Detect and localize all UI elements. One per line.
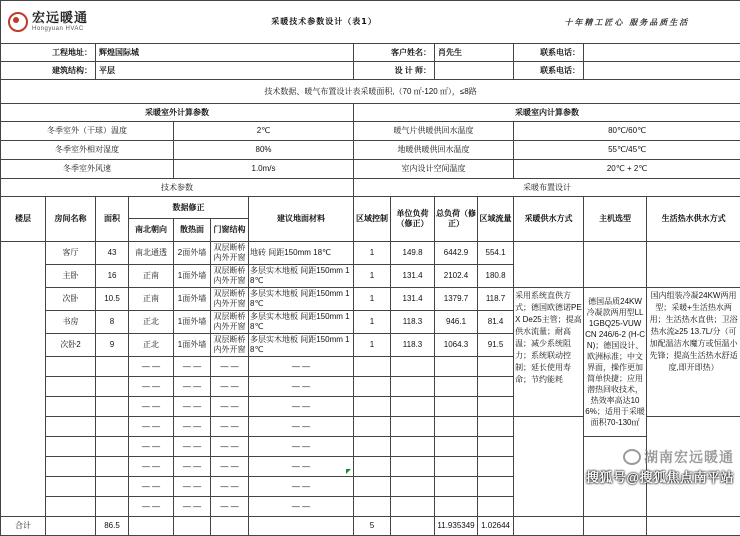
filler-dash: — — (249, 397, 354, 417)
tech-section: 技术参数 (1, 179, 354, 197)
filler-cell (478, 417, 514, 437)
filler-cell (46, 457, 96, 477)
page-title: 采暖技术参数设计（表1） (96, 1, 514, 44)
filler-dash: — — (249, 417, 354, 437)
room-name: 书房 (46, 311, 96, 334)
designer-value (435, 62, 514, 80)
col-window: 门窗结构 (211, 219, 249, 242)
filler-cell (96, 417, 129, 437)
indoor-label: 暖气片供暖供回水温度 (354, 122, 514, 141)
filler-dash: — — (211, 457, 249, 477)
designer-label: 设 计 师： (354, 62, 435, 80)
filler-dash: — — (129, 377, 174, 397)
filler-cell (354, 397, 391, 417)
customer-value: 肖先生 (435, 44, 514, 62)
filler-dash: — — (249, 497, 354, 517)
room-name: 客厅 (46, 242, 96, 265)
room-heat-face: 2面外墙 (174, 242, 211, 265)
col-flow: 区域流量 (478, 197, 514, 242)
phone2-value (584, 62, 740, 80)
room-area: 10.5 (96, 288, 129, 311)
structure-label: 建筑结构： (1, 62, 96, 80)
total-unit-load (391, 517, 435, 536)
filler-cell (46, 417, 96, 437)
filler-cell (435, 497, 478, 517)
watermark-line1: 湖南宏远暖通 (644, 447, 734, 467)
indoor-value: 55℃/45℃ (514, 141, 740, 160)
room-orientation: 南北通透 (129, 242, 174, 265)
col-supply: 采暖供水方式 (514, 197, 584, 242)
total-label: 合计 (1, 517, 46, 536)
room-orientation: 正南 (129, 288, 174, 311)
total-zone: 5 (354, 517, 391, 536)
room-flow: 91.5 (478, 334, 514, 357)
filler-cell (435, 377, 478, 397)
slogan: 十年精工匠心 服务品质生活 (514, 1, 740, 44)
room-material: 多层实木地板 间距150mm 18℃ (249, 288, 354, 311)
filler-dash: — — (211, 417, 249, 437)
room-total-load: 6442.9 (435, 242, 478, 265)
filler-cell (391, 457, 435, 477)
table-row (1, 242, 740, 265)
room-flow: 118.7 (478, 288, 514, 311)
filler-cell (478, 457, 514, 477)
total-blank (129, 517, 174, 536)
indoor-label: 地暖供暖供回水温度 (354, 141, 514, 160)
room-material: 地砖 间距150mm 18℃ (249, 242, 354, 265)
filler-cell (96, 377, 129, 397)
floor-cell (1, 242, 46, 517)
room-unit-load: 149.8 (391, 242, 435, 265)
address-label: 工程地址： (1, 44, 96, 62)
filler-dash: — — (174, 397, 211, 417)
outdoor-title: 采暖室外计算参数 (1, 104, 354, 122)
filler-cell (354, 377, 391, 397)
col-area: 面积 (96, 197, 129, 242)
filler-dash: — — (249, 357, 354, 377)
filler-cell (96, 497, 129, 517)
filler-dash: — — (211, 437, 249, 457)
room-total-load: 946.1 (435, 311, 478, 334)
filler-cell (391, 377, 435, 397)
filler-cell (478, 357, 514, 377)
filler-dash: — — (211, 477, 249, 497)
filler-dash: — — (129, 497, 174, 517)
room-name: 次卧2 (46, 334, 96, 357)
structure-value: 平层 (96, 62, 354, 80)
room-zone: 1 (354, 265, 391, 288)
indoor-title: 采暖室内计算参数 (354, 104, 740, 122)
room-orientation: 正北 (129, 311, 174, 334)
outdoor-label: 冬季室外风速 (1, 160, 174, 179)
filler-dash: — — (249, 377, 354, 397)
host-top-blank (584, 242, 647, 288)
logo (1, 1, 96, 44)
total-room (46, 517, 96, 536)
filler-dash: — — (129, 437, 174, 457)
room-zone: 1 (354, 311, 391, 334)
filler-cell (478, 377, 514, 397)
room-material: 多层实木地板 间距150mm 18℃ (249, 265, 354, 288)
total-blank (514, 517, 584, 536)
filler-dash: — — (249, 477, 354, 497)
watermark-line2: 搜狐号@搜狐焦点南平站 (586, 467, 734, 486)
room-unit-load: 118.3 (391, 334, 435, 357)
filler-cell (46, 497, 96, 517)
filler-dash: — — (174, 377, 211, 397)
supply-bottom-blank (514, 417, 584, 517)
filler-cell (478, 397, 514, 417)
filler-cell (391, 417, 435, 437)
filler-cell (478, 477, 514, 497)
col-material: 建议地面材料 (249, 197, 354, 242)
room-material: 多层实木地板 间距150mm 18℃ (249, 311, 354, 334)
room-unit-load: 131.4 (391, 288, 435, 311)
filler-cell (96, 437, 129, 457)
filler-cell (46, 477, 96, 497)
total-flow: 1.02644 (478, 517, 514, 536)
total-load: 11.935349 (435, 517, 478, 536)
col-hot-water: 生活热水供水方式 (647, 197, 740, 242)
filler-cell (354, 417, 391, 437)
indoor-label: 室内设计空间温度 (354, 160, 514, 179)
filler-dash: — — (249, 457, 354, 477)
room-window: 双层断桥内外开窗 (211, 288, 249, 311)
outdoor-value: 1.0m/s (174, 160, 354, 179)
table-row (1, 437, 740, 457)
cell-marker (346, 469, 351, 474)
outdoor-label: 冬季室外（干球）温度 (1, 122, 174, 141)
room-total-load: 1379.7 (435, 288, 478, 311)
room-area: 43 (96, 242, 129, 265)
logo-en: Hongyuan HVAC (32, 26, 84, 33)
supply-text: 采用系统直供方式；德国欧德诺PEX De25主管；提高供水流量；耐高温；减少系统阻力；系统联动控制；延长使用寿命；节约能耗 (514, 288, 584, 417)
room-flow: 180.8 (478, 265, 514, 288)
room-window: 双层断桥内外开窗 (211, 334, 249, 357)
col-zone: 区域控制 (354, 197, 391, 242)
customer-label: 客户姓名： (354, 44, 435, 62)
filler-cell (354, 457, 391, 477)
total-blank (249, 517, 354, 536)
filler-dash: — — (211, 497, 249, 517)
room-material: 多层实木地板 间距150mm 18℃ (249, 334, 354, 357)
outdoor-value: 2℃ (174, 122, 354, 141)
filler-cell (354, 437, 391, 457)
filler-cell (354, 357, 391, 377)
filler-dash: — — (129, 397, 174, 417)
room-total-load: 2102.4 (435, 265, 478, 288)
total-row (1, 517, 740, 536)
filler-cell (354, 477, 391, 497)
col-floor: 楼层 (1, 197, 46, 242)
total-blank (174, 517, 211, 536)
col-room: 房间名称 (46, 197, 96, 242)
room-area: 16 (96, 265, 129, 288)
phone-value (584, 44, 740, 62)
room-heat-face: 1面外墙 (174, 311, 211, 334)
filler-dash: — — (211, 357, 249, 377)
filler-cell (46, 357, 96, 377)
host-bottom-blank (584, 437, 647, 517)
filler-cell (96, 477, 129, 497)
filler-dash: — — (129, 357, 174, 377)
filler-cell (391, 397, 435, 417)
outdoor-value: 80% (174, 141, 354, 160)
room-name: 次卧 (46, 288, 96, 311)
filler-cell (478, 497, 514, 517)
indoor-value: 80℃/60℃ (514, 122, 740, 141)
filler-cell (354, 497, 391, 517)
filler-dash: — — (174, 497, 211, 517)
supply-top-blank (514, 242, 584, 288)
filler-cell (435, 477, 478, 497)
hot-water-top-blank (647, 242, 740, 288)
room-zone: 1 (354, 242, 391, 265)
filler-dash: — — (174, 457, 211, 477)
filler-cell (391, 477, 435, 497)
room-orientation: 正北 (129, 334, 174, 357)
filler-dash: — — (129, 457, 174, 477)
total-blank (211, 517, 249, 536)
room-heat-face: 1面外墙 (174, 265, 211, 288)
filler-cell (435, 457, 478, 477)
filler-cell (435, 437, 478, 457)
hot-water-text: 国内组装冷凝24KW两用型；采暖+生活热水两用；生活热水直供；卫浴热水流≥25 13.7L/分（可加配温洁水魔方或恒温小先锋；提高生活热水舒适度,即开即热） (647, 288, 740, 417)
filler-dash: — — (174, 477, 211, 497)
phone2-label: 联系电话： (514, 62, 584, 80)
filler-dash: — — (174, 417, 211, 437)
room-window: 双层断桥内外开窗 (211, 311, 249, 334)
logo-icon (8, 12, 28, 32)
address-value: 辉煌国际城 (96, 44, 354, 62)
col-data-fix: 数据修正 (129, 197, 249, 219)
room-unit-load: 118.3 (391, 311, 435, 334)
host-text: 德国品质24KW冷凝款两用型LL1GBQ25-VUW CN 246/6-2 (H-CN)；德国设计、欧洲标准；中文界面，操作更加简单快捷；应用潜热回收技术，热效率高达106%；适用于采暖面积70-130㎡ (584, 288, 647, 437)
filler-dash: — — (211, 377, 249, 397)
total-blank (647, 517, 740, 536)
room-zone: 1 (354, 334, 391, 357)
room-area: 8 (96, 311, 129, 334)
room-heat-face: 1面外墙 (174, 334, 211, 357)
room-window: 双层断桥内外开窗 (211, 265, 249, 288)
col-total-load: 总负荷（修正） (435, 197, 478, 242)
room-heat-face: 1面外墙 (174, 288, 211, 311)
filler-cell (391, 497, 435, 517)
filler-cell (478, 437, 514, 457)
filler-dash: — — (129, 477, 174, 497)
filler-dash: — — (211, 397, 249, 417)
room-unit-load: 131.4 (391, 265, 435, 288)
room-zone: 1 (354, 288, 391, 311)
filler-cell (46, 437, 96, 457)
filler-cell (46, 397, 96, 417)
table-row (1, 288, 740, 311)
filler-cell (391, 437, 435, 457)
hot-water-bottom-blank (647, 417, 740, 517)
filler-cell (96, 397, 129, 417)
room-flow: 554.1 (478, 242, 514, 265)
col-heat-face: 散热面 (174, 219, 211, 242)
filler-cell (391, 357, 435, 377)
room-orientation: 正南 (129, 265, 174, 288)
filler-cell (46, 377, 96, 397)
col-orientation: 南北朝向 (129, 219, 174, 242)
room-flow: 81.4 (478, 311, 514, 334)
total-blank (584, 517, 647, 536)
filler-dash: — — (174, 357, 211, 377)
filler-dash: — — (249, 437, 354, 457)
layout-section: 采暖布置设计 (354, 179, 740, 197)
outdoor-label: 冬季室外相对湿度 (1, 141, 174, 160)
filler-cell (96, 357, 129, 377)
filler-cell (435, 397, 478, 417)
col-unit-load: 单位负荷（修正） (391, 197, 435, 242)
filler-cell (96, 457, 129, 477)
room-name: 主卧 (46, 265, 96, 288)
filler-dash: — — (174, 437, 211, 457)
phone-label: 联系电话： (514, 44, 584, 62)
logo-cn: 宏远暖通 (32, 12, 88, 26)
total-area: 86.5 (96, 517, 129, 536)
room-area: 9 (96, 334, 129, 357)
room-total-load: 1064.3 (435, 334, 478, 357)
col-host: 主机选型 (584, 197, 647, 242)
filler-cell (435, 357, 478, 377)
filler-cell (435, 417, 478, 437)
room-window: 双层断桥内外开窗 (211, 242, 249, 265)
filler-dash: — — (129, 417, 174, 437)
note-row: 技术数据、暖气布置设计表采暖面积,（70 ㎡-120 ㎡），≤8路 (1, 80, 740, 104)
indoor-value: 20℃ + 2℃ (514, 160, 740, 179)
